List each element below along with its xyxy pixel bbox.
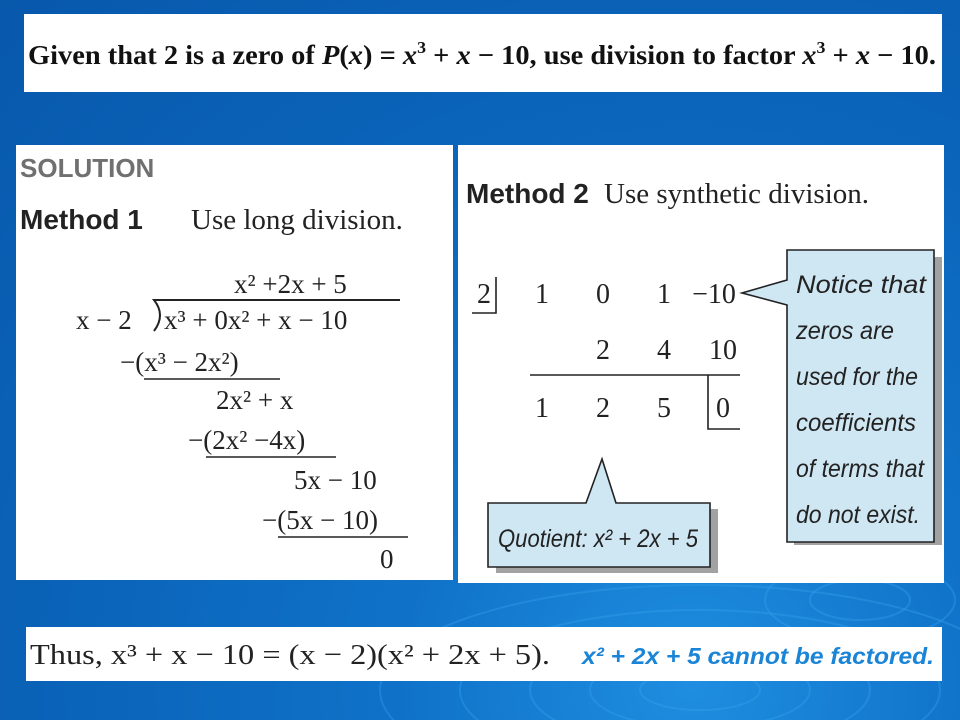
synthetic-r1-c1: 1 (535, 279, 549, 310)
long-division-divisor: x − 2 (76, 305, 132, 335)
long-division-quotient: x² +2x + 5 (234, 269, 347, 299)
notice-line-4: coefficients (796, 409, 916, 437)
long-division-remainder1: 2x² + x (216, 385, 294, 415)
conclusion-strip (26, 627, 942, 681)
conclusion-statement: Thus, x³ + x − 10 = (x − 2)(x² + 2x + 5). (30, 639, 550, 671)
problem-equals: = (372, 40, 402, 70)
method2-label: Method 2 (466, 178, 589, 209)
notice-callout (742, 250, 942, 545)
problem-p: P (321, 40, 339, 70)
conclusion-content (26, 627, 942, 681)
conclusion-note: x² + 2x + 5 cannot be factored. (579, 643, 934, 669)
problem-plus: + (426, 40, 455, 70)
synthetic-r2-c2: 2 (596, 335, 610, 366)
problem-minus10: − 10, use division to factor (470, 40, 786, 70)
synthetic-remainder: 0 (716, 393, 730, 424)
notice-line-2: zeros are (795, 317, 894, 345)
problem-x: x (348, 40, 363, 70)
synthetic-r1-c3: 1 (657, 279, 671, 310)
method1-content (16, 145, 453, 580)
method1-description: Use long division. (191, 204, 403, 236)
notice-line-3: used for the (796, 363, 918, 391)
long-division-step3: −(5x − 10) (262, 505, 378, 535)
solution-heading: SOLUTION (20, 153, 155, 183)
synthetic-divisor: 2 (477, 279, 491, 310)
problem-statement (24, 14, 942, 92)
quotient-label: Quotient: x² + 2x + 5 (498, 525, 699, 553)
quotient-callout (488, 459, 718, 573)
synthetic-r3-c2: 2 (596, 393, 610, 424)
method2-panel (458, 145, 944, 583)
notice-line-1: Notice that (796, 271, 928, 299)
synthetic-r1-c4: −10 (692, 279, 736, 310)
problem-exp3: 3 (417, 38, 426, 57)
synthetic-r3-c3: 5 (657, 393, 671, 424)
problem-lparen: ( (339, 40, 349, 70)
notice-line-6: do not exist. (796, 501, 920, 529)
method2-description: Use synthetic division. (604, 178, 870, 210)
problem-text (28, 38, 936, 70)
synthetic-r2-c4: 10 (709, 335, 737, 366)
problem-lead: Given that 2 is a zero of (28, 40, 308, 70)
problem-banner (24, 14, 942, 92)
long-division-step2: −(2x² −4x) (188, 425, 306, 455)
long-division-remainder2: 5x − 10 (294, 465, 377, 495)
notice-line-5: of terms that (796, 455, 925, 483)
synthetic-r2-c3: 4 (657, 335, 671, 366)
problem-x3: x (402, 40, 417, 70)
long-division-dividend: x³ + 0x² + x − 10 (164, 305, 348, 335)
method2-content (458, 145, 944, 583)
synthetic-r1-c2: 0 (596, 279, 610, 310)
problem-exp3b: 3 (816, 38, 825, 57)
method1-label: Method 1 (20, 204, 143, 235)
synthetic-r3-c1: 1 (535, 393, 549, 424)
long-division-remainder: 0 (380, 544, 394, 574)
problem-plus-b: + (825, 40, 855, 70)
problem-x3b: x (802, 40, 816, 70)
problem-x1: x (456, 40, 471, 70)
problem-rparen: ) (363, 40, 373, 70)
problem-tail: − 10. (870, 40, 933, 70)
method1-panel (16, 145, 453, 580)
problem-x1b: x (855, 40, 870, 70)
long-division-step1: −(x³ − 2x²) (120, 347, 239, 377)
